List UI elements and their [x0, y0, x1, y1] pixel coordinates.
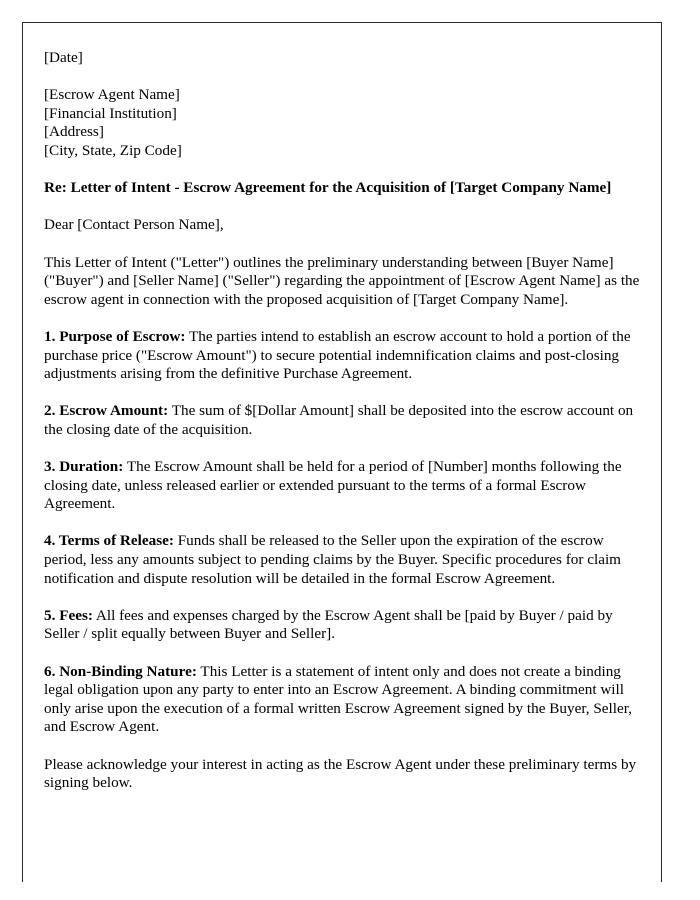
subject-line: Re: Letter of Intent - Escrow Agreement for the Acquisition of [Target Company Name] — [44, 179, 612, 197]
address-line: [Address] — [44, 123, 104, 141]
clause-5 — [44, 607, 640, 644]
clause-heading: 3. Duration: — [44, 458, 124, 476]
clause-body: Funds shall be released to the Seller upon the expiration of the escrow period, less any amounts subject to pending claims by the Buyer. Specific procedures for claim notification and dispute resolution will be detailed in the formal Escrow Agreement. — [44, 532, 621, 587]
clause-body: The parties intend to establish an escrow account to hold a portion of the purchase price ("Escrow Amount") to secure potential indemnification claims and post-closing adjustments arising from the definitive Purchase Agreement. — [44, 327, 631, 383]
address-line: [City, State, Zip Code] — [44, 141, 182, 159]
closing-paragraph: Please acknowledge your interest in acting as the Escrow Agent under these preliminary terms by signing below. — [44, 755, 637, 792]
recipient-address-block — [44, 86, 640, 160]
clause-6 — [44, 663, 640, 737]
clause-heading: 5. Fees: — [44, 606, 93, 624]
address-line: [Financial Institution] — [44, 104, 177, 122]
clause-body: All fees and expenses charged by the Escrow Agent shall be [paid by Buyer / paid by Seller / split equally between Buyer and Seller]. — [44, 606, 613, 643]
address-line: [Escrow Agent Name] — [44, 86, 180, 104]
clause-1 — [44, 328, 640, 384]
clause-body: The Escrow Amount shall be held for a period of [Number] months following the closing date, unless released earlier or extended pursuant to the terms of a formal Escrow Agreement. — [44, 458, 622, 513]
clause-3 — [44, 458, 640, 514]
clause-heading: 4. Terms of Release: — [44, 532, 174, 550]
clause-2 — [44, 402, 640, 439]
clause-heading: 1. Purpose of Escrow: — [44, 327, 186, 345]
clause-heading: 2. Escrow Amount: — [44, 402, 169, 420]
clause-4 — [44, 532, 640, 588]
salutation: Dear [Contact Person Name], — [44, 216, 224, 234]
document-page — [22, 22, 662, 882]
clause-heading: 6. Non-Binding Nature: — [44, 662, 197, 680]
clause-body: This Letter is a statement of intent only and does not create a binding legal obligation upon any party to enter into an Escrow Agreement. A binding commitment will only arise upon the execution of a formal written Escrow Agreement signed by the Buyer, Seller, and Escrow Agent. — [44, 662, 632, 736]
document-body — [23, 23, 661, 793]
date-placeholder: [Date] — [44, 49, 83, 66]
clause-body: The sum of $[Dollar Amount] shall be deposited into the escrow account on the closing date of the acquisition. — [44, 402, 634, 438]
intro-paragraph: This Letter of Intent ("Letter") outlines the preliminary understanding between [Buyer Name] ("Buyer") and [Seller Name] ("Seller") regarding the appointment of [Escrow Agent Name] as the escrow agent in connection with the proposed acquisition of [Target Company Name]. — [44, 253, 640, 308]
